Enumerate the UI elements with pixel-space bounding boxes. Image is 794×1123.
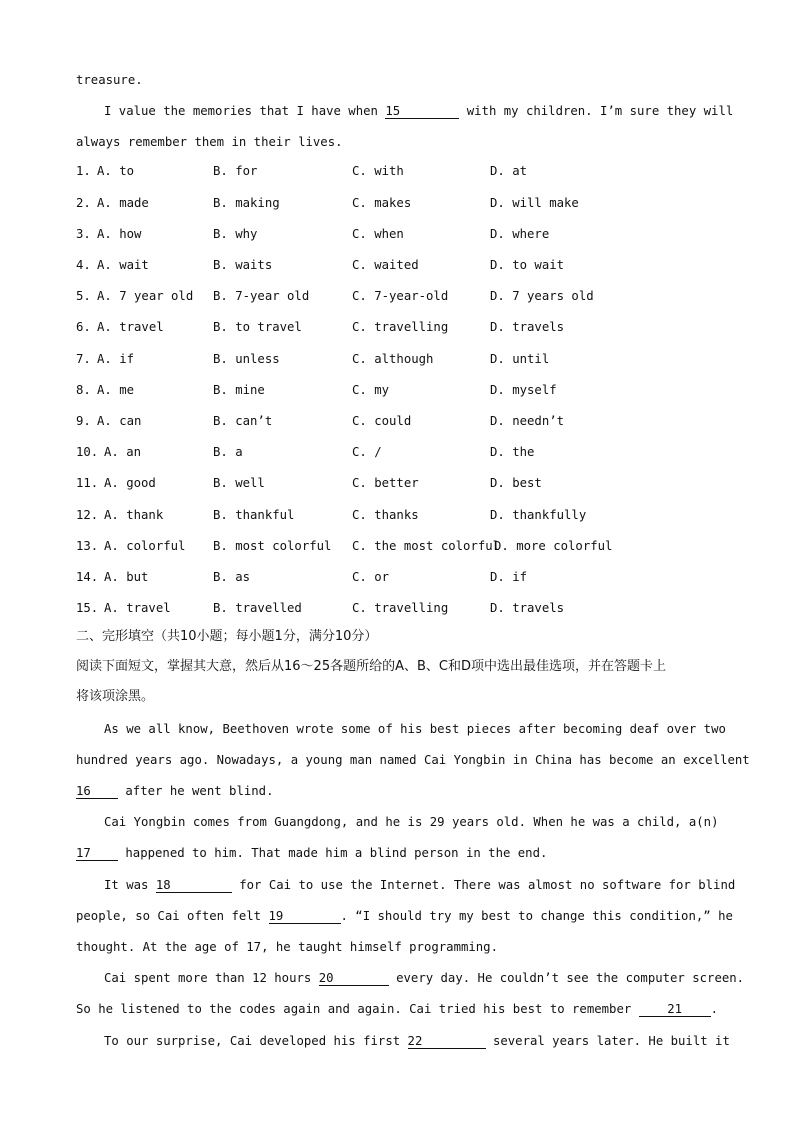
passage-line: Cai spent more than 12 hours 20 every day. He couldn’t see the computer screen. — [104, 971, 745, 985]
option-row: 2. A. made B. making C. makes D. will make — [76, 196, 579, 210]
answer-blank: 20 — [319, 971, 389, 986]
passage-line: 16 after he went blind. — [76, 784, 274, 798]
option-row: 1. A. to B. for C. with D. at — [76, 164, 528, 178]
option-row: 14. A. but B. as C. or D. if — [76, 570, 528, 584]
answer-blank: 15 — [385, 104, 459, 119]
option-row: 15. A. travel B. travelled C. travelling D. travels — [76, 601, 565, 615]
section-heading: 二、完形填空（共10小题；每小题1分，满分10分） — [76, 629, 378, 644]
answer-blank: 16 — [76, 784, 118, 799]
passage-line: hundred years ago. Nowadays, a young man named Cai Yongbin in China has become an excellent — [76, 753, 750, 767]
option-row: 13. A. colorful B. most colorful C. the most colorful D. more colorful — [76, 539, 613, 553]
answer-blank: 22 — [408, 1034, 486, 1049]
option-row: 3. A. how B. why C. when D. where — [76, 227, 550, 241]
section-instructions: 阅读下面短文，掌握其大意，然后从16～25各题所给的A、B、C和D项中选出最佳选项，并在答题卡上 — [76, 659, 666, 674]
answer-blank: 17 — [76, 846, 118, 861]
passage-line: So he listened to the codes again and again. Cai tried his best to remember 21 . — [76, 1002, 719, 1016]
answer-blank: 21 — [639, 1002, 711, 1017]
passage-line: Cai Yongbin comes from Guangdong, and he is 29 years old. When he was a child, a(n) — [104, 815, 719, 829]
option-row: 11. A. good B. well C. better D. best — [76, 476, 542, 490]
passage-line: treasure. — [76, 73, 143, 87]
section-instructions: 将该项涂黑。 — [76, 689, 155, 704]
passage-line: thought. At the age of 17, he taught himself programming. — [76, 940, 498, 954]
passage-line: I value the memories that I have when 15 with my children. I’m sure they will — [104, 104, 734, 118]
option-row: 9. A. can B. can’t C. could D. needn’t — [76, 414, 565, 428]
passage-line: As we all know, Beethoven wrote some of his best pieces after becoming deaf over two — [104, 722, 726, 736]
option-row: 4. A. wait B. waits C. waited D. to wait — [76, 258, 565, 272]
option-row: 5. A. 7 year old B. 7-year old C. 7-year-old D. 7 years old — [76, 289, 594, 303]
answer-blank: 18 — [156, 878, 232, 893]
option-row: 6. A. travel B. to travel C. travelling D. travels — [76, 320, 565, 334]
option-row: 12. A. thank B. thankful C. thanks D. thankfully — [76, 508, 587, 522]
passage-line: always remember them in their lives. — [76, 135, 343, 149]
option-row: 10. A. an B. a C. / D. the — [76, 445, 535, 459]
passage-line: 17 happened to him. That made him a blind person in the end. — [76, 846, 548, 860]
option-row: 7. A. if B. unless C. although D. until — [76, 352, 550, 366]
passage-line: It was 18 for Cai to use the Internet. There was almost no software for blind — [104, 878, 736, 892]
passage-line: To our surprise, Cai developed his first 22 several years later. He built it — [104, 1034, 730, 1048]
option-row: 8. A. me B. mine C. my D. myself — [76, 383, 557, 397]
answer-blank: 19 — [269, 909, 341, 924]
passage-line: people, so Cai often felt 19 . “I should try my best to change this condition,” he — [76, 909, 733, 923]
